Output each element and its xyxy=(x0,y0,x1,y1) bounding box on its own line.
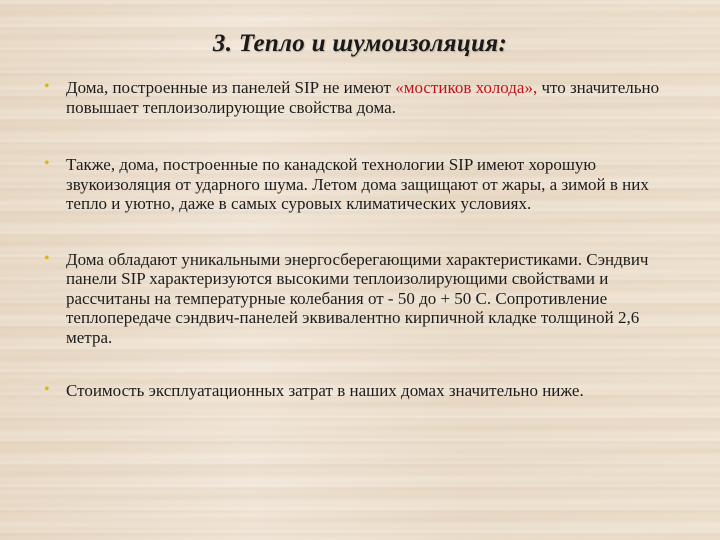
bullet-text-after: что значительно повышает теплоизолирующие свойства дома. xyxy=(66,78,660,117)
bullet-dot-icon: • xyxy=(44,155,50,172)
bullet-dot-icon: • xyxy=(44,78,50,95)
bullet-dot-icon: • xyxy=(44,249,50,267)
bullet-text: Также, дома, построенные по канадской технологии SIP имеют хорошую звукоизоляция от ударного шума. Летом дома защищают от жары, а зимой в них тепло и уютно, даже в самых суровых климатических условиях. xyxy=(66,155,649,213)
bullet-dot-icon: • xyxy=(44,381,50,398)
bullet-highlight: «мостиков холода», xyxy=(395,78,538,97)
bullet-item-operating-costs xyxy=(40,381,680,401)
slide-title: 3. Тепло и шумоизоляция: xyxy=(212,30,508,57)
bullet-list xyxy=(40,78,680,401)
bullet-item-energy-saving xyxy=(40,250,680,348)
bullet-text: Стоимость эксплуатационных затрат в наших домах значительно ниже. xyxy=(66,381,584,400)
bullet-item-cold-bridges xyxy=(40,78,680,117)
bullet-text-before: Дома, построенные из панелей SIP не имеют xyxy=(66,78,396,97)
bullet-item-soundproofing xyxy=(40,155,680,214)
bullet-text: Дома обладают уникальными энергосберегающими характеристиками. Сэндвич панели SIP характеризуются высокими теплоизолирующими свойствами и рассчитаны на температурные колебания от - 50 до + 50 С. Сопротивление теплопередаче сэндвич-панелей эквивалентно кирпичной кладке толщиной 2,6 метра. xyxy=(66,249,649,347)
